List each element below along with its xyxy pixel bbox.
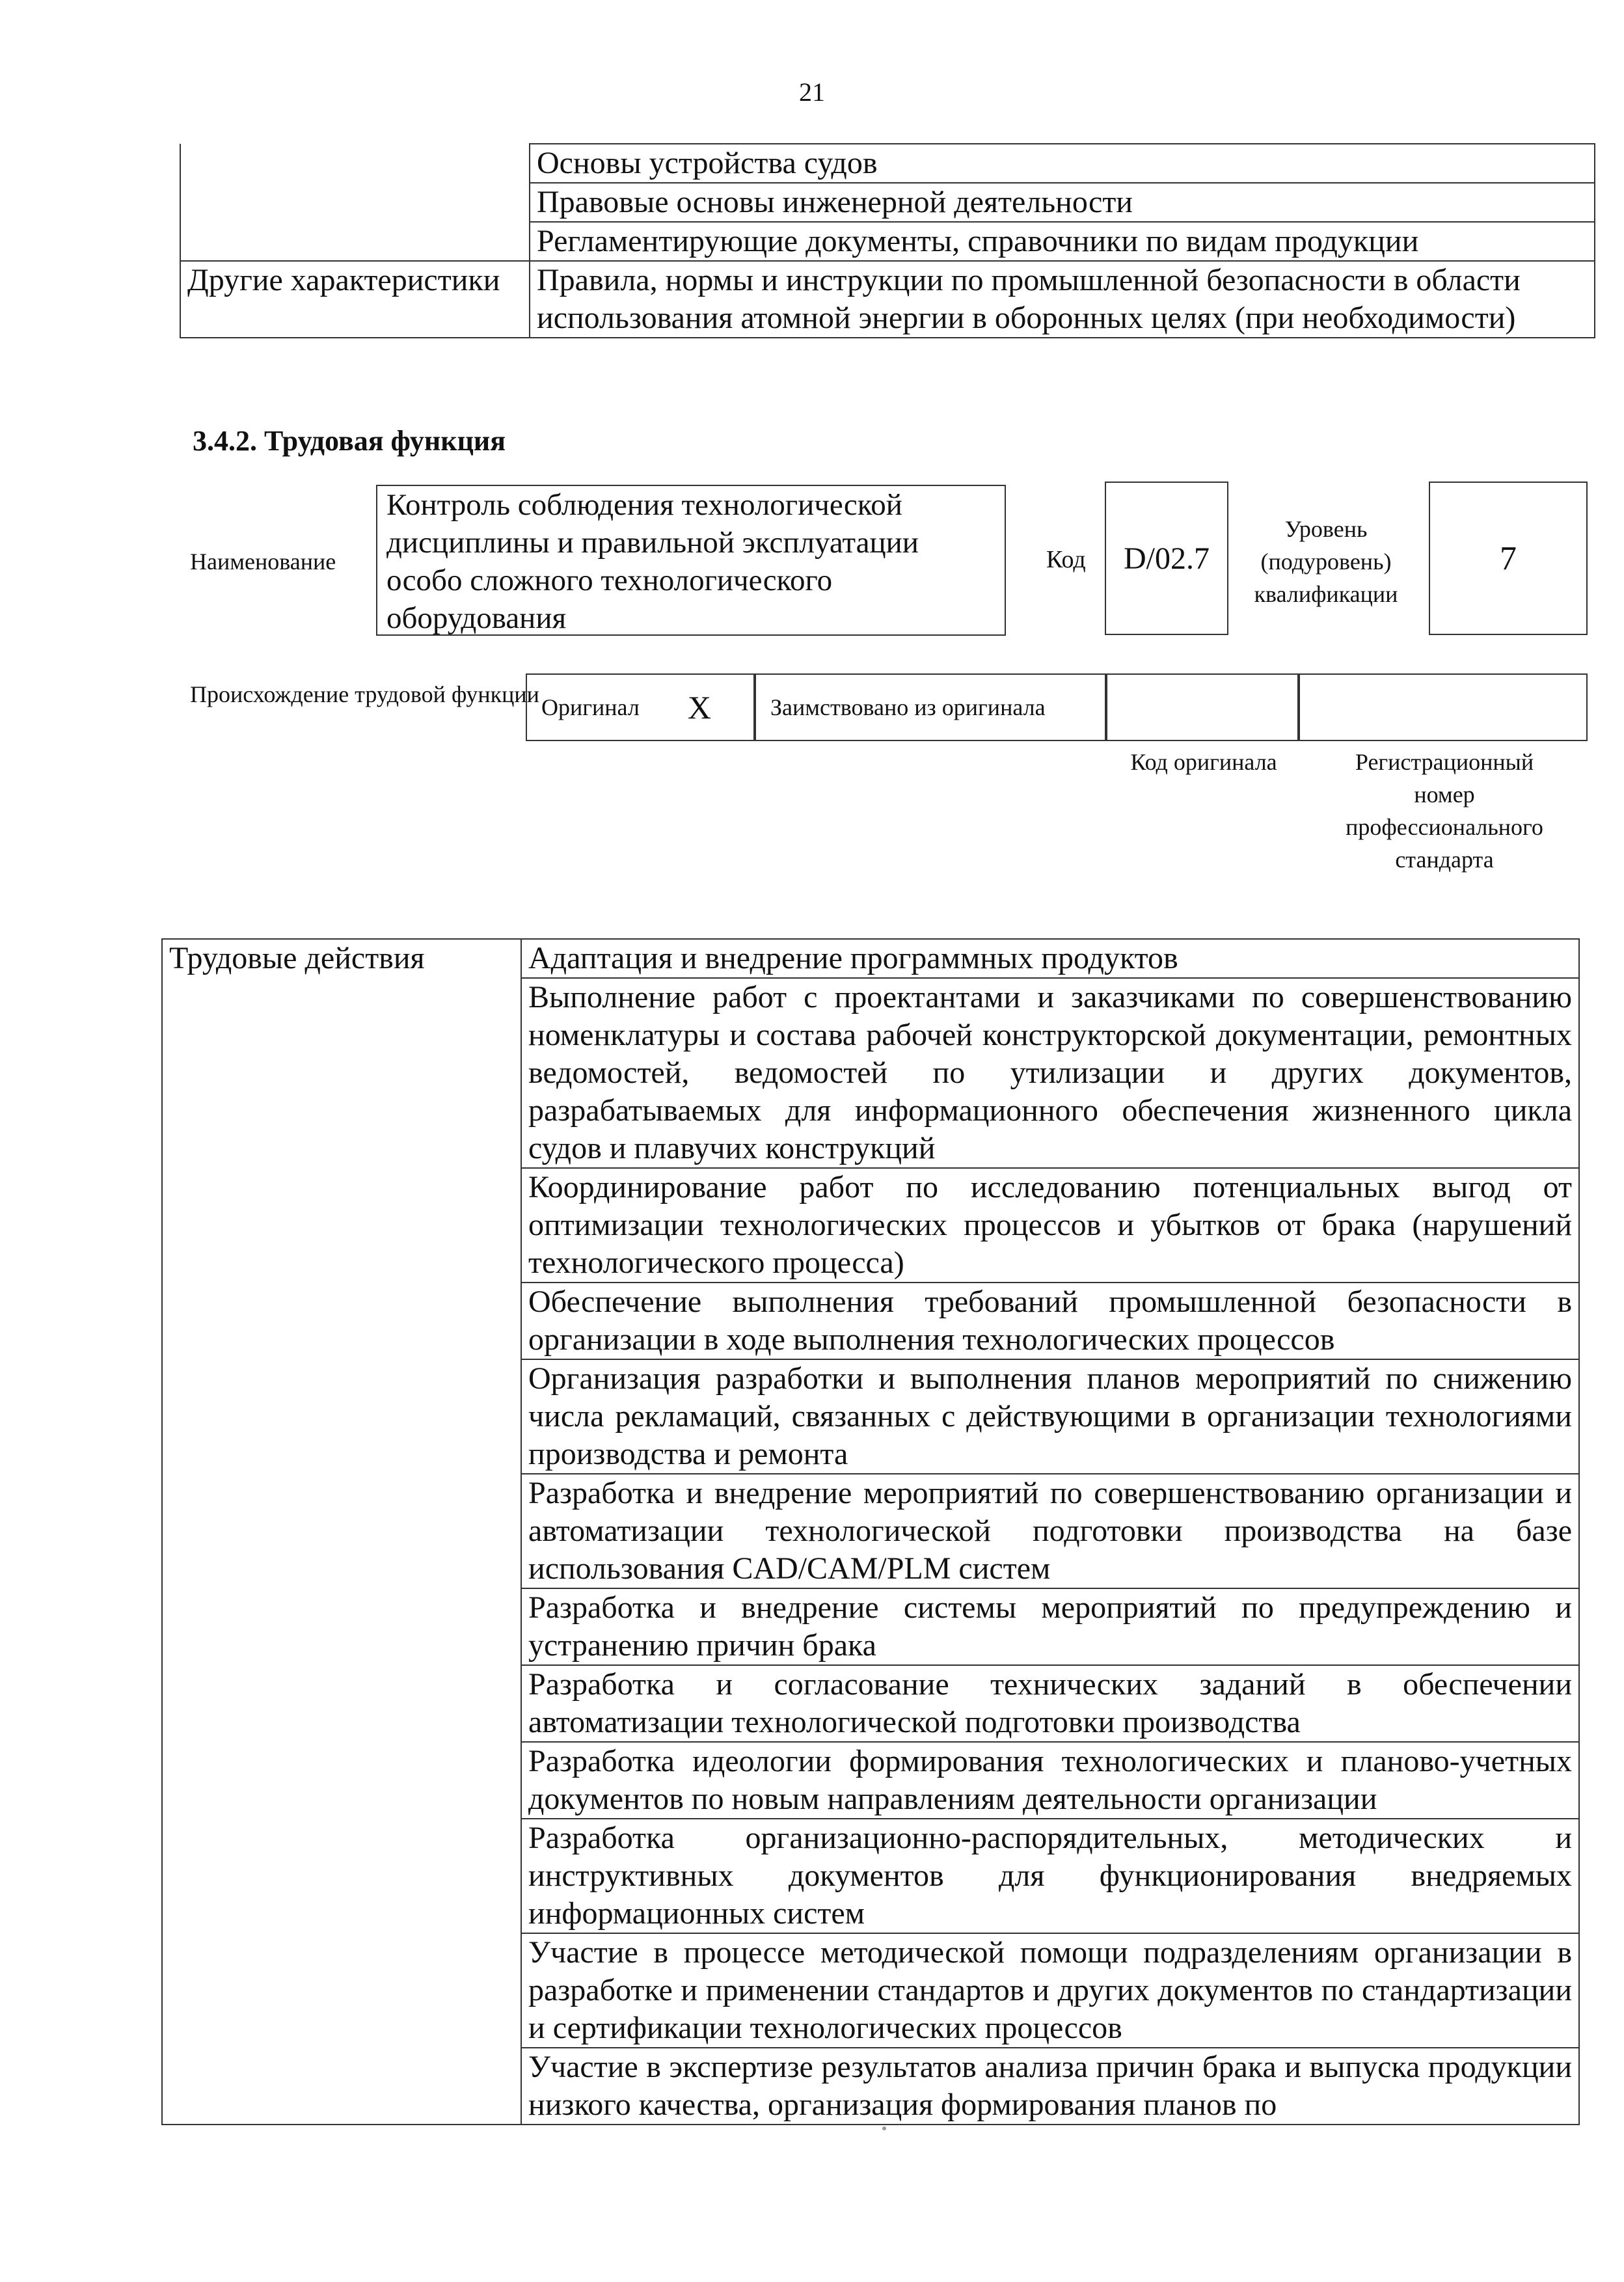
actions-label: Трудовые действия <box>162 939 521 2125</box>
action-item: Участие в экспертизе результатов анализа причин брака и выпуска продукции низкого качества, организация формирования планов по <box>521 2048 1579 2125</box>
action-item: Координирование работ по исследованию потенциальных выгод от оптимизации технологических процессов и убытков от брака (нарушений технологического процесса) <box>521 1168 1579 1283</box>
table-cell-label: Другие характеристики <box>180 261 530 338</box>
level-value-box: 7 <box>1429 482 1588 635</box>
code-value-box: D/02.7 <box>1105 482 1228 635</box>
original-label: Оригинал <box>541 694 640 720</box>
origin-code-cell <box>1106 673 1299 741</box>
code-original-caption: Код оригинала <box>1130 749 1277 775</box>
table-cell-label <box>180 183 530 222</box>
action-item: Разработка идеологии формирования технологических и планово-учетных документов по новым направлениям деятельности организации <box>521 1742 1579 1819</box>
table-cell-value: Правила, нормы и инструкции по промышленной безопасности в области использования атомной энергии в оборонных целях (при необходимости) <box>530 261 1595 338</box>
origin-label: Происхождение трудовой функции <box>190 681 539 707</box>
action-item: Разработка и внедрение системы мероприятий по предупреждению и устранению причин брака <box>521 1588 1579 1665</box>
action-item: Разработка организационно-распорядительных, методических и инструктивных документов для функционирования внедряемых информационных систем <box>521 1819 1579 1933</box>
top-characteristics-table <box>180 143 1595 338</box>
table-cell-label <box>180 144 530 183</box>
table-row <box>180 261 1595 338</box>
action-item: Участие в процессе методической помощи подразделениям организации в разработке и применении стандартов и других документов по стандартизации и сертификации технологических процессов <box>521 1933 1579 2048</box>
table-cell-value: Регламентирующие документы, справочники по видам продукции <box>530 222 1595 261</box>
original-mark: X <box>687 689 711 726</box>
level-label: Уровень (подуровень) квалификации <box>1254 516 1398 607</box>
function-name-box: Контроль соблюдения технологической дисциплины и правильной эксплуатации особо сложного технологического оборудования <box>376 485 1006 636</box>
page-number: 21 <box>799 77 825 107</box>
action-item: Разработка и согласование технических заданий в обеспечении автоматизации технологической подготовки производства <box>521 1665 1579 1742</box>
table-row <box>180 183 1595 222</box>
action-item: Адаптация и внедрение программных продуктов <box>521 939 1579 978</box>
code-label: Код <box>1046 546 1086 573</box>
table-cell-value: Основы устройства судов <box>530 144 1595 183</box>
origin-original-cell <box>526 673 755 741</box>
name-label: Наименование <box>190 549 336 575</box>
section-heading: 3.4.2. Трудовая функция <box>193 425 506 457</box>
labor-actions-table <box>161 938 1580 2125</box>
table-cell-label <box>180 222 530 261</box>
origin-reg-cell <box>1299 673 1588 741</box>
action-item: Разработка и внедрение мероприятий по совершенствованию организации и автоматизации технологической подготовки производства на базе использования CAD/CAM/PLM систем <box>521 1474 1579 1588</box>
table-row <box>180 144 1595 183</box>
action-item: Выполнение работ с проектантами и заказчиками по совершенствованию номенклатуры и состава рабочей конструкторской документации, ремонтных ведомостей, ведомостей по утилизации и других документов, разрабатываемых для информационного обеспечения жизненного цикла судов и плавучих конструкций <box>521 978 1579 1168</box>
action-item: Организация разработки и выполнения планов мероприятий по снижению числа рекламаций, связанных с действующими в организации технологиями производства и ремонта <box>521 1359 1579 1474</box>
table-row <box>162 939 1579 978</box>
table-cell-value: Правовые основы инженерной деятельности <box>530 183 1595 222</box>
table-row <box>180 222 1595 261</box>
reg-number-caption: Регистрационный номер профессионального стандарта <box>1346 749 1543 873</box>
scan-dot <box>882 2126 886 2130</box>
action-item: Обеспечение выполнения требований промышленной безопасности в организации в ходе выполнения технологических процессов <box>521 1283 1579 1359</box>
origin-borrowed-cell: Заимствовано из оригинала <box>755 673 1106 741</box>
